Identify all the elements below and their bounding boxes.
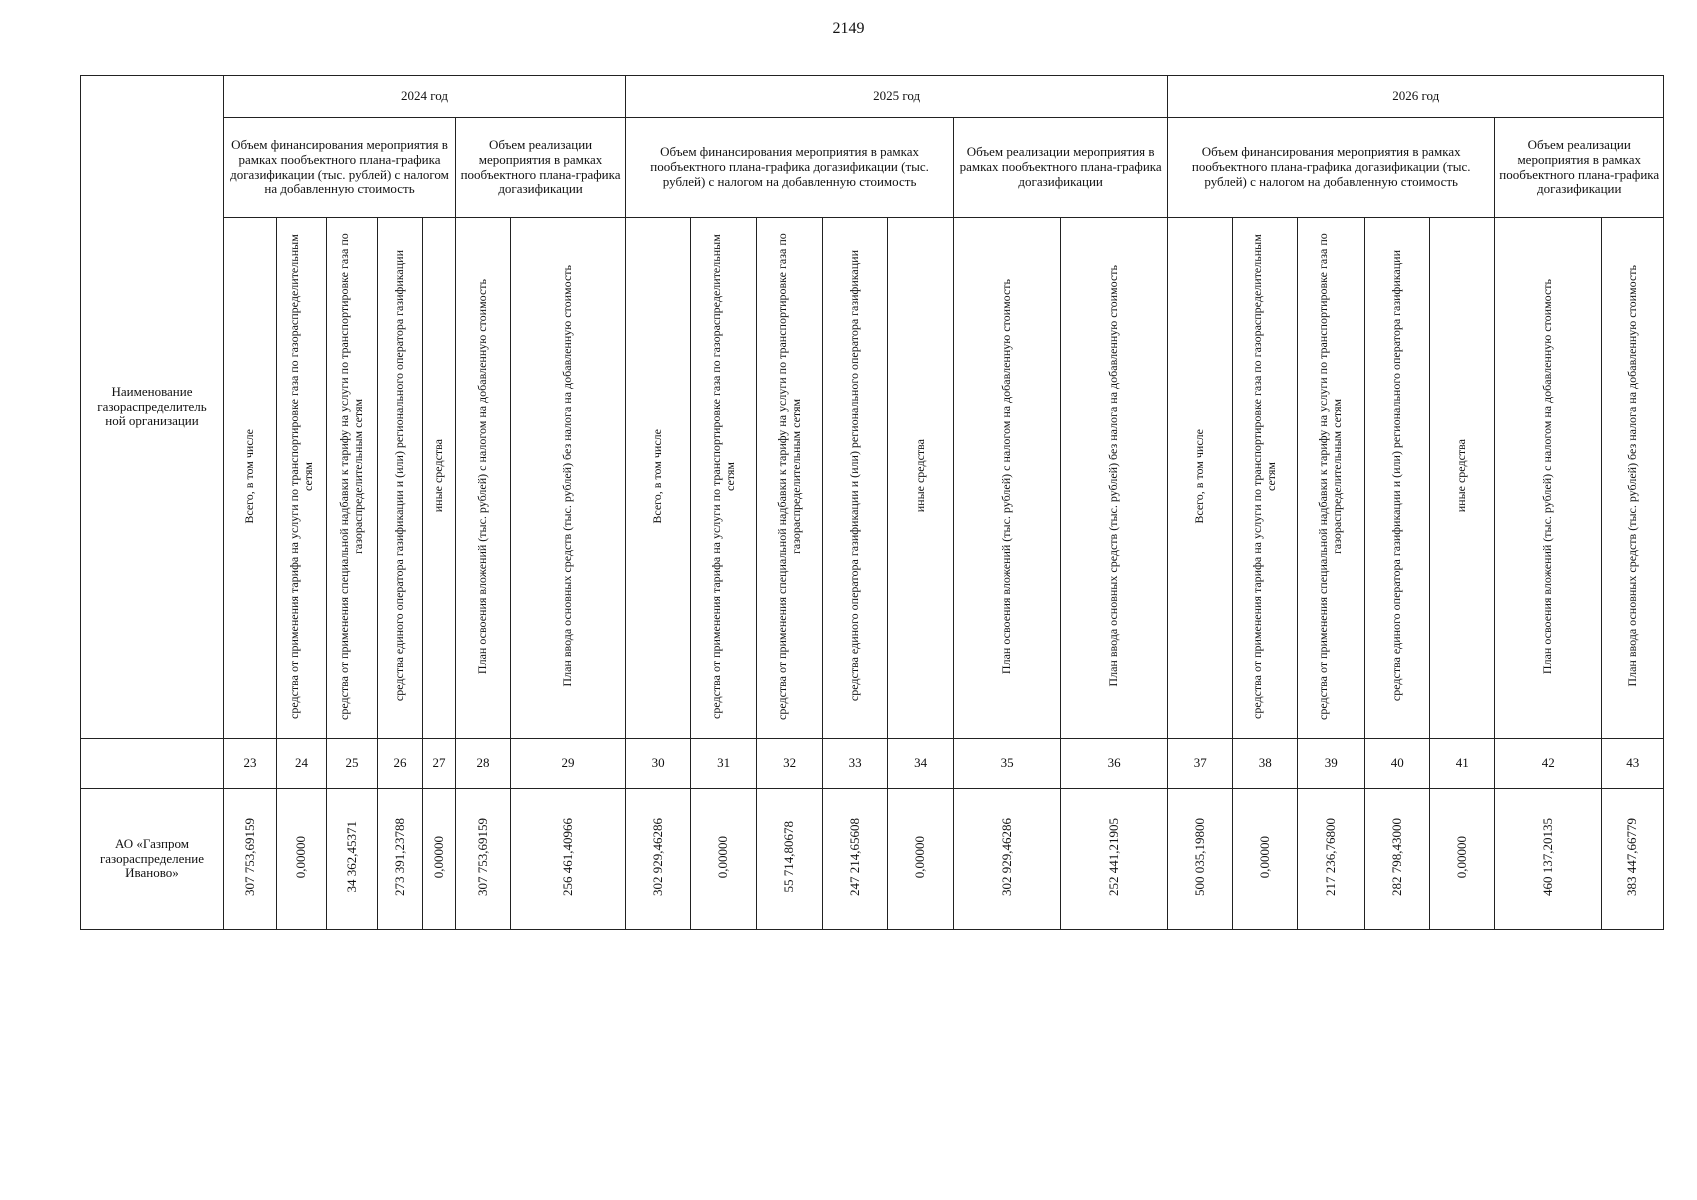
- column-number: 26: [378, 739, 423, 789]
- value-text: 55 714,80678: [781, 821, 797, 893]
- column-number: 23: [224, 739, 277, 789]
- column-number: 42: [1495, 739, 1602, 789]
- value-cell: [691, 789, 757, 930]
- group-2025-realization: Объем реализации мероприятия в рамках пообъектного плана-графика догазификации: [954, 118, 1168, 218]
- subheader-text: Всего, в том числе: [242, 428, 257, 524]
- column-number: 25: [327, 739, 378, 789]
- value-text: 0,00000: [715, 835, 731, 879]
- subheader-cell: [224, 218, 277, 739]
- value-text: 0,00000: [1256, 835, 1272, 879]
- value-text: 282 798,43000: [1388, 818, 1404, 897]
- subheader-cell: [757, 218, 823, 739]
- subheader-text: Всего, в том числе: [650, 428, 665, 524]
- group-header-row: [81, 118, 1664, 218]
- subheader-text: средства от применения тарифа на услуги по транспортировке газа по газораспределительным сетям: [286, 233, 315, 719]
- group-2026-financing: Объем финансирования мероприятия в рамках пообъектного плана-графика догазификации (тыс. рублей) с налогом на добавленную стоимость: [1168, 118, 1495, 218]
- subheader-text: средства от применения специальной надбавки к тарифу на услуги по транспортировке газа по газораспределительным сетям: [774, 232, 803, 720]
- subheader-text: План освоения вложений (тыс. рублей) с налогом на добавленную стоимость: [1540, 278, 1555, 674]
- column-number: 33: [823, 739, 888, 789]
- column-number: 31: [691, 739, 757, 789]
- year-2025-header: 2025 год: [626, 76, 1168, 118]
- page-number: 2149: [832, 20, 865, 37]
- value-text: 500 035,19800: [1191, 818, 1207, 897]
- value-text: 252 441,21905: [1105, 818, 1121, 897]
- value-cell: [626, 789, 691, 930]
- value-text: 273 391,23788: [391, 818, 407, 897]
- subheader-text: План ввода основных средств (тыс. рублей) без налога на добавленную стоимость: [1106, 265, 1121, 687]
- table-row: [81, 789, 1664, 930]
- group-2024-realization: Объем реализации мероприятия в рамках пообъектного плана-графика догазификации: [456, 118, 626, 218]
- column-number: 40: [1365, 739, 1430, 789]
- gasification-table: [80, 75, 1664, 930]
- subheader-cell: [1298, 218, 1365, 739]
- value-cell: [1233, 789, 1298, 930]
- subheader-text: средства от применения тарифа на услуги по транспортировке газа по газораспределительным сетям: [1250, 233, 1279, 719]
- subheader-text: иные средства: [912, 439, 927, 513]
- value-text: 34 362,45371: [343, 821, 359, 893]
- value-cell: [888, 789, 954, 930]
- value-cell: [456, 789, 511, 930]
- subheader-cell: [1061, 218, 1168, 739]
- value-text: 0,00000: [912, 835, 928, 879]
- subheader-cell: [626, 218, 691, 739]
- value-cell: [511, 789, 626, 930]
- column-number: 27: [423, 739, 456, 789]
- value-text: 307 753,69159: [474, 818, 490, 897]
- subheader-text: План освоения вложений (тыс. рублей) с налогом на добавленную стоимость: [999, 278, 1014, 674]
- column-number: 28: [456, 739, 511, 789]
- year-header-row: [81, 76, 1664, 118]
- value-cell: [954, 789, 1061, 930]
- value-cell: [1602, 789, 1664, 930]
- value-cell: [1365, 789, 1430, 930]
- subheader-cell: [277, 218, 327, 739]
- subheader-cell: [378, 218, 423, 739]
- subheader-cell: [1495, 218, 1602, 739]
- org-column-header: Наименование газораспределитель ной организации: [81, 76, 224, 739]
- value-text: 460 137,20135: [1539, 818, 1555, 897]
- subheader-cell: [456, 218, 511, 739]
- value-text: 247 214,65608: [846, 818, 862, 897]
- subheader-cell: [1430, 218, 1495, 739]
- org-name-cell: АО «Газпром газораспределение Иваново»: [81, 789, 224, 930]
- column-number: 30: [626, 739, 691, 789]
- column-number: 39: [1298, 739, 1365, 789]
- column-number: 29: [511, 739, 626, 789]
- subheader-text: средства от применения тарифа на услуги по транспортировке газа по газораспределительным сетям: [708, 233, 737, 719]
- subheader-cell: [823, 218, 888, 739]
- value-text: 0,00000: [293, 835, 309, 879]
- subheader-cell: [511, 218, 626, 739]
- column-number: 41: [1430, 739, 1495, 789]
- value-cell: [823, 789, 888, 930]
- group-2026-realization: Объем реализации мероприятия в рамках пообъектного плана-графика догазификации: [1495, 118, 1664, 218]
- subheader-text: средства от применения специальной надбавки к тарифу на услуги по транспортировке газа по газораспределительным сетям: [1316, 232, 1345, 720]
- subheader-cell: [1168, 218, 1233, 739]
- value-cell: [277, 789, 327, 930]
- subheader-text: средства единого оператора газификации и (или) регионального оператора газификации: [392, 250, 407, 702]
- value-text: 256 461,40966: [559, 818, 575, 897]
- group-2025-financing: Объем финансирования мероприятия в рамках пообъектного плана-графика догазификации (тыс. рублей) с налогом на добавленную стоимость: [626, 118, 954, 218]
- value-cell: [757, 789, 823, 930]
- subheader-cell: [1233, 218, 1298, 739]
- year-2026-header: 2026 год: [1168, 76, 1664, 118]
- value-cell: [1298, 789, 1365, 930]
- subheader-text: План ввода основных средств (тыс. рублей) без налога на добавленную стоимость: [560, 265, 575, 687]
- column-number: 37: [1168, 739, 1233, 789]
- subheader-cell: [327, 218, 378, 739]
- subheader-cell: [1365, 218, 1430, 739]
- subheader-text: Всего, в том числе: [1192, 428, 1207, 524]
- subheader-text: средства от применения специальной надбавки к тарифу на услуги по транспортировке газа по газораспределительным сетям: [337, 232, 365, 720]
- value-text: 383 447,66779: [1624, 818, 1640, 897]
- value-text: 307 753,69159: [241, 818, 257, 897]
- subheader-cell: [691, 218, 757, 739]
- column-number: 38: [1233, 739, 1298, 789]
- value-cell: [1430, 789, 1495, 930]
- value-text: 302 929,46286: [649, 818, 665, 897]
- column-number: 32: [757, 739, 823, 789]
- column-number: 24: [277, 739, 327, 789]
- subheader-cell: [423, 218, 456, 739]
- value-cell: [1061, 789, 1168, 930]
- value-cell: [1168, 789, 1233, 930]
- value-cell: [224, 789, 277, 930]
- column-number: 34: [888, 739, 954, 789]
- subheader-text: иные средства: [1454, 439, 1469, 513]
- subheader-cell: [1602, 218, 1664, 739]
- column-number: 36: [1061, 739, 1168, 789]
- column-number: 35: [954, 739, 1061, 789]
- value-cell: [423, 789, 456, 930]
- subheader-row: [81, 218, 1664, 739]
- value-cell: [1495, 789, 1602, 930]
- value-text: 0,00000: [1453, 835, 1469, 879]
- year-2024-header: 2024 год: [224, 76, 626, 118]
- value-cell: [378, 789, 423, 930]
- value-text: 217 236,76800: [1322, 818, 1338, 897]
- subheader-text: План освоения вложений (тыс. рублей) с налогом на добавленную стоимость: [475, 278, 490, 674]
- subheader-text: иные средства: [431, 439, 446, 513]
- subheader-cell: [954, 218, 1061, 739]
- value-text: 0,00000: [430, 835, 446, 879]
- subheader-text: средства единого оператора газификации и (или) регионального оператора газификации: [847, 250, 862, 702]
- subheader-cell: [888, 218, 954, 739]
- subheader-text: средства единого оператора газификации и (или) регионального оператора газификации: [1389, 250, 1404, 702]
- value-text: 302 929,46286: [998, 818, 1014, 897]
- value-cell: [327, 789, 378, 930]
- column-number-row: [81, 739, 1664, 789]
- subheader-text: План ввода основных средств (тыс. рублей) без налога на добавленную стоимость: [1624, 265, 1639, 687]
- group-2024-financing: Объем финансирования мероприятия в рамках пообъектного плана-графика догазификации (тыс. рублей) с налогом на добавленную стоимость: [224, 118, 456, 218]
- empty-number-cell: [81, 739, 224, 789]
- column-number: 43: [1602, 739, 1664, 789]
